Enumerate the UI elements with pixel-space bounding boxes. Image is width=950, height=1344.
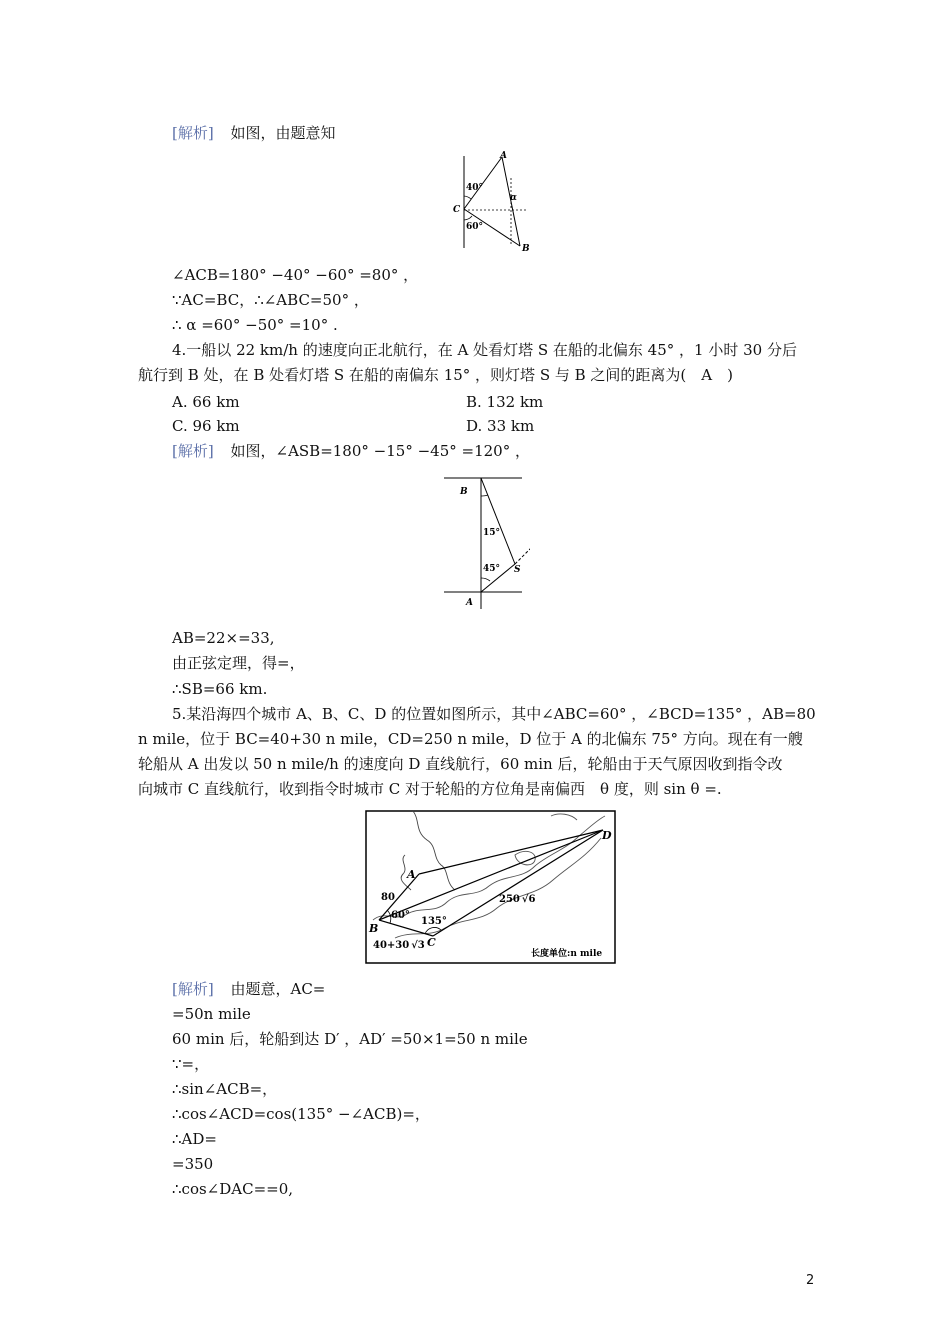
label-d: D bbox=[602, 829, 612, 842]
figure-lighthouse bbox=[440, 474, 530, 612]
solution-5-line-6: ∴AD= bbox=[172, 1130, 217, 1148]
solution-3-intro: [解析] 如图，由题意知 bbox=[172, 124, 336, 142]
question-4-line-2: 航行到 B 处，在 B 处看灯塔 S 在船的南偏东 15° ，则灯塔 S 与 B 之间的距离为( A ) bbox=[138, 366, 733, 384]
solution-4-line-3: 由正弦定理，得=， bbox=[172, 654, 305, 672]
label-b: B bbox=[522, 244, 530, 254]
solution-3-line-1: ∠ACB=180° −40° −60° =80° ， bbox=[172, 266, 419, 284]
option-c: C. 96 km bbox=[172, 417, 240, 435]
solution-5-line-3: ∵=， bbox=[172, 1055, 210, 1073]
label-c: C bbox=[427, 936, 436, 949]
angle-45: 45° bbox=[483, 564, 501, 574]
angle-60: 60° bbox=[391, 910, 410, 921]
solution-5-line-8: ∴cos∠DAC==0, bbox=[172, 1180, 294, 1198]
length-cd: 250 √6 bbox=[499, 894, 536, 905]
solution-4-line-2: AB=22×=33, bbox=[172, 629, 275, 647]
label-a: A bbox=[407, 868, 416, 881]
angle-40: 40° bbox=[466, 183, 484, 193]
question-5-line-3: 轮船从 A 出发以 50 n mile/h 的速度向 D 直线航行，60 min 后，轮船由于天气原因收到指令改 bbox=[138, 755, 783, 773]
solution-5-line-2: 60 min 后，轮船到达 D′ ，AD′ =50×1=50 n mile bbox=[172, 1030, 528, 1048]
question-5-line-2: n mile，位于 BC=40+30 n mile，CD=250 n mile，D 位于 A 的北偏东 75° 方向。现在有一艘 bbox=[138, 730, 803, 748]
solution-3-line-3: ∴ α =60° −50° =10° . bbox=[172, 316, 338, 334]
angle-135: 135° bbox=[421, 916, 447, 927]
figure-coastal-map bbox=[365, 810, 616, 964]
solution-4-line-1: [解析] 如图，∠ASB=180° −15° −45° =120° ， bbox=[172, 442, 530, 460]
angle-15: 15° bbox=[483, 528, 501, 538]
label-a: A bbox=[466, 598, 473, 608]
question-5-line-1: 5.某沿海四个城市 A、B、C、D 的位置如图所示，其中∠ABC=60° ，∠BCD=135° ，AB=80 bbox=[172, 705, 816, 723]
option-b: B. 132 km bbox=[466, 393, 544, 411]
solution-3-line-2: ∵AC=BC，∴∠ABC=50° ， bbox=[172, 291, 369, 309]
length-ab: 80 bbox=[381, 892, 395, 903]
figure-triangle-acb bbox=[440, 148, 540, 256]
analysis-tag: [解析] bbox=[172, 980, 214, 998]
length-bc: 40+30 √3 bbox=[373, 940, 425, 951]
solution-5-line-0: [解析] 由题意，AC= bbox=[172, 980, 326, 998]
question-4-line-1: 4.一船以 22 km/h 的速度向正北航行，在 A 处看灯塔 S 在船的北偏东 45° ，1 小时 30 分后 bbox=[172, 341, 797, 359]
label-a: A bbox=[500, 151, 507, 161]
page-number: 2 bbox=[806, 1273, 815, 1288]
label-b: B bbox=[369, 922, 379, 935]
solution-4-line-4: ∴SB=66 km. bbox=[172, 680, 268, 698]
angle-60: 60° bbox=[466, 222, 484, 232]
unit-label: 长度单位:n mile bbox=[531, 949, 603, 959]
label-c: C bbox=[453, 205, 461, 215]
solution-5-line-1: =50n mile bbox=[172, 1005, 251, 1023]
solution-5-line-5: ∴cos∠ACD=cos(135° −∠ACB)=， bbox=[172, 1105, 430, 1123]
label-b: B bbox=[460, 487, 468, 497]
question-5-line-4: 向城市 C 直线航行，收到指令时城市 C 对于轮船的方位角是南偏西 θ 度，则 sin θ =. bbox=[138, 780, 722, 798]
angle-alpha: α bbox=[510, 193, 517, 203]
label-s: S bbox=[514, 565, 521, 575]
analysis-tag: [解析] bbox=[172, 442, 214, 460]
solution-5-line-4: ∴sin∠ACB=， bbox=[172, 1080, 278, 1098]
option-d: D. 33 km bbox=[466, 417, 535, 435]
analysis-tag: [解析] bbox=[172, 124, 214, 142]
option-a: A. 66 km bbox=[172, 393, 240, 411]
solution-5-line-7: =350 bbox=[172, 1155, 214, 1173]
